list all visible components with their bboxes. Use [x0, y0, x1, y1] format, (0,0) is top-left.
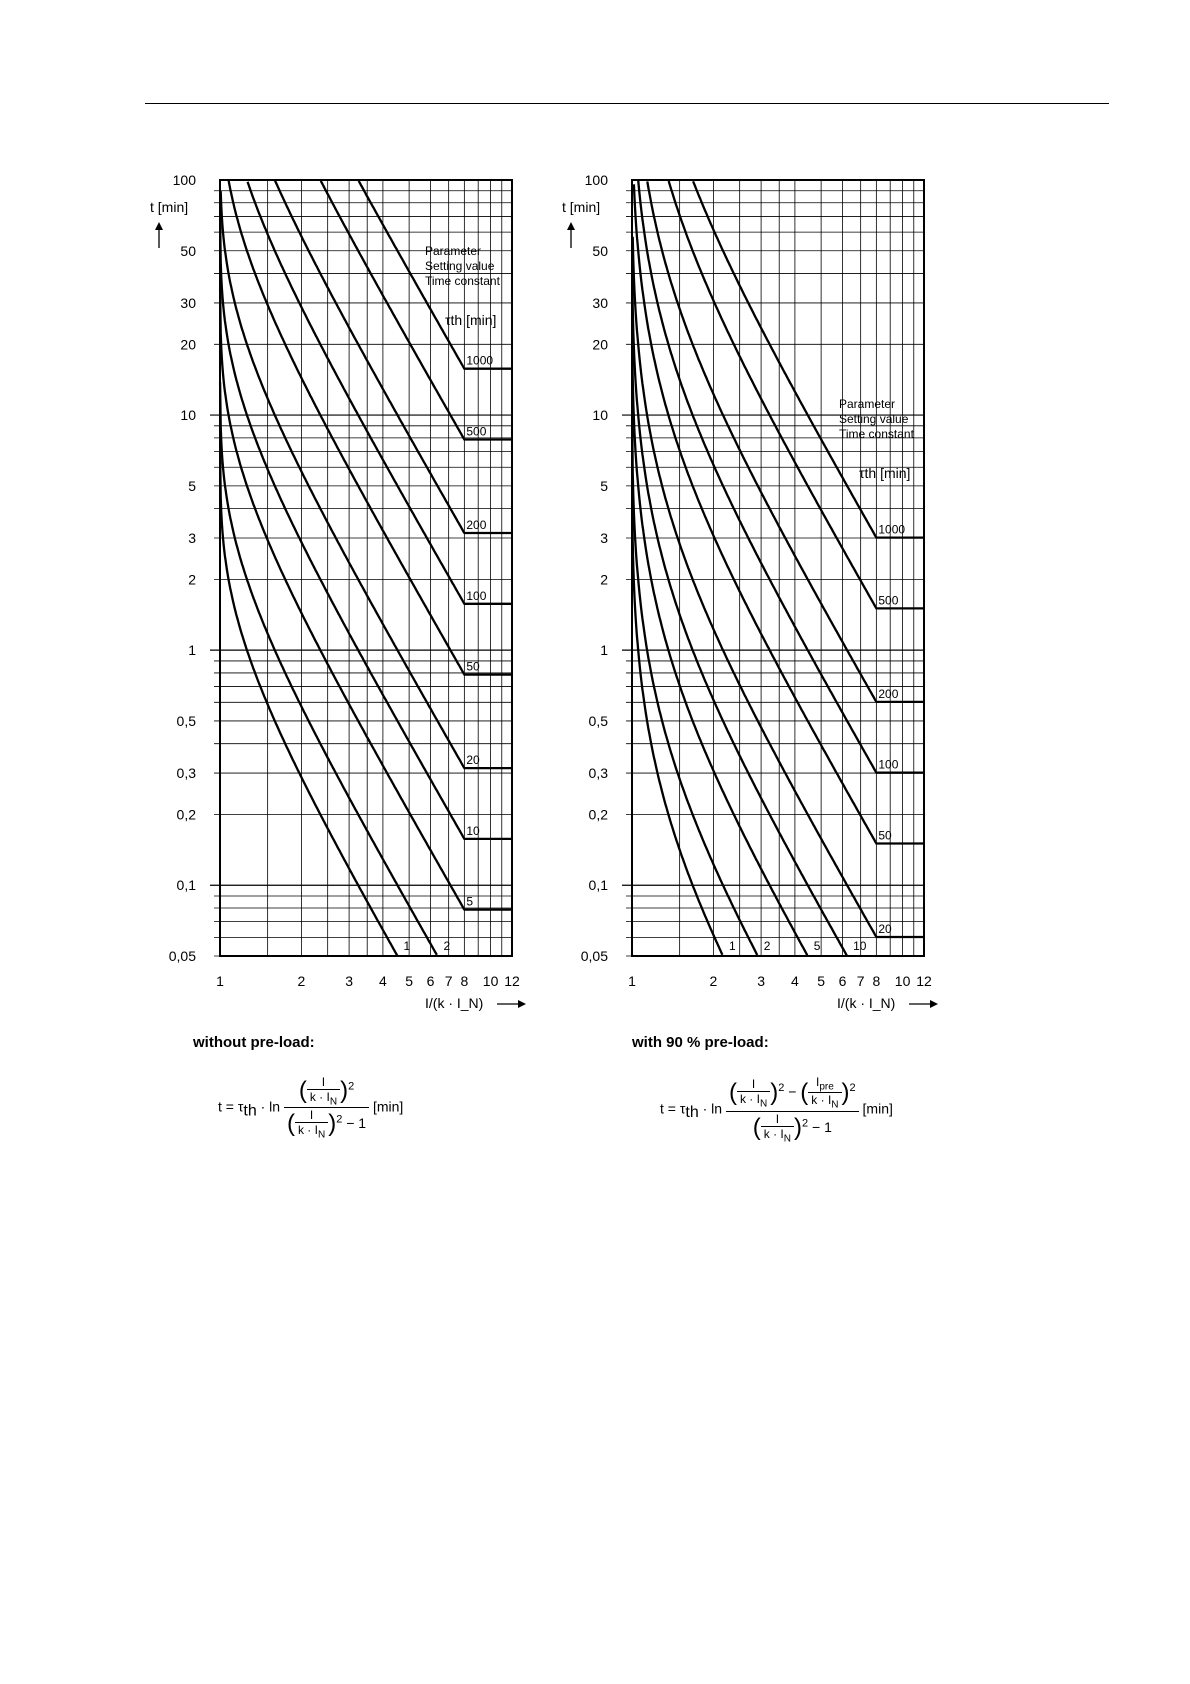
y-tick-label: 5 [188, 477, 196, 494]
y-tick-label: 30 [180, 294, 196, 311]
x-tick-label: 4 [791, 973, 799, 989]
y-tick-label: 20 [180, 336, 196, 353]
y-tick-label: 0,2 [176, 806, 196, 823]
curve-tau-1000 [693, 181, 924, 537]
curve-label-100: 100 [878, 757, 899, 772]
x-tick-label: 12 [916, 973, 932, 989]
y-tick-label: 50 [180, 242, 196, 259]
x-tick-label: 1 [628, 973, 636, 989]
curve-label-500: 500 [466, 424, 487, 439]
x-tick-label: 5 [817, 973, 826, 989]
curve-label-200: 200 [466, 518, 487, 533]
curve-label-50: 50 [878, 828, 892, 843]
x-axis-label: I/(k · I_N) [837, 995, 896, 1011]
y-tick-label: 0,3 [176, 765, 196, 782]
curve-label-1000: 1000 [466, 353, 494, 368]
x-tick-label: 6 [426, 973, 435, 989]
x-tick-label: 1 [216, 973, 224, 989]
x-tick-label: 3 [757, 973, 765, 989]
x-tick-label: 3 [345, 973, 353, 989]
legend-line: Time constant [425, 274, 500, 288]
curve-label-2: 2 [443, 939, 451, 953]
curve-label-5: 5 [813, 939, 821, 953]
y-tick-label: 50 [592, 242, 608, 259]
x-tick-label: 6 [838, 973, 847, 989]
curve-label-1: 1 [728, 939, 736, 953]
y-tick-label: 10 [592, 407, 608, 424]
y-tick-label: 0,05 [580, 948, 608, 964]
curve-label-200: 200 [878, 686, 899, 701]
y-tick-label: 5 [600, 477, 608, 494]
y-tick-label: 0,2 [588, 806, 608, 823]
curve-label-50: 50 [466, 659, 480, 674]
y-axis-label: t [min] [562, 199, 601, 215]
curve-label-1: 1 [403, 939, 411, 953]
curve-label-500: 500 [878, 593, 899, 608]
curve-tau-5 [632, 317, 807, 956]
legend-line: Setting value [425, 259, 495, 273]
y-tick-label: 3 [188, 529, 196, 546]
curve-label-10: 10 [853, 939, 867, 953]
caption-with-preload: with 90 % pre-load: [632, 1034, 769, 1051]
x-tick-label: 7 [444, 973, 453, 989]
y-tick-label: 0,5 [588, 712, 608, 729]
curve-label-100: 100 [466, 588, 487, 603]
curve-label-20: 20 [878, 922, 892, 937]
x-tick-label: 8 [872, 973, 881, 989]
curve-tau-200 [647, 181, 924, 702]
legend-line: Parameter [425, 244, 482, 258]
y-tick-label: 30 [592, 294, 608, 311]
y-tick-label: 3 [600, 529, 608, 546]
y-tick-label: 1 [188, 642, 196, 659]
x-tick-label: 5 [405, 973, 414, 989]
caption-without-preload: without pre-load: [193, 1034, 315, 1051]
x-axis-label: I/(k · I_N) [425, 995, 484, 1011]
x-tick-label: 7 [856, 973, 865, 989]
y-tick-label: 100 [584, 172, 608, 188]
legend-line: Setting value [839, 412, 909, 426]
x-tick-label: 4 [379, 973, 387, 989]
x-tick-label: 10 [894, 973, 911, 989]
x-tick-label: 10 [482, 973, 499, 989]
x-tick-label: 12 [504, 973, 520, 989]
x-tick-label: 2 [297, 973, 306, 989]
y-tick-label: 10 [180, 407, 196, 424]
y-tick-label: 2 [188, 571, 196, 588]
curve-label-20: 20 [466, 753, 480, 768]
y-tick-label: 0,1 [176, 877, 196, 894]
curve-label-10: 10 [466, 823, 480, 838]
formula-without-preload: $t = \tau_{th} \cdot \ln$ ( $\frac{I}{k \cdot I_N}$ )$^2$ ( $\frac{I}{k \cdot I_N}$ )$^2$ − 1 [min] [218, 1075, 404, 1141]
y-axis-label: t [min] [150, 199, 189, 215]
y-tick-label: 0,05 [168, 948, 196, 964]
y-tick-label: 2 [600, 571, 608, 588]
y-tick-label: 0,3 [588, 765, 608, 782]
curve-label-1000: 1000 [878, 522, 906, 537]
y-tick-label: 0,5 [176, 712, 196, 729]
x-tick-label: 8 [460, 973, 469, 989]
x-axis-arrowhead [930, 1000, 938, 1008]
legend-unit: τth [min] [859, 465, 911, 481]
legend-line: Time constant [839, 427, 914, 441]
y-tick-label: 1 [600, 642, 608, 659]
curve-label-5: 5 [466, 894, 474, 909]
y-tick-label: 20 [592, 336, 608, 353]
formula-with-preload: $t = \tau_{th} \cdot \ln$ ( $\frac{I}{k \cdot I_N}$ )$^2$ − ( $\frac{I_{pre}}{k \cdot I_N}$ )$^2$ ( $\frac{I}{k \cdot I_N}$ )$^2$ − 1 [min] [660, 1075, 893, 1145]
curve-label-2: 2 [763, 939, 771, 953]
y-tick-label: 0,1 [588, 877, 608, 894]
legend-line: Parameter [839, 397, 896, 411]
y-tick-label: 100 [172, 172, 196, 188]
x-tick-label: 2 [709, 973, 718, 989]
legend-unit: τth [min] [445, 312, 497, 328]
y-axis-arrowhead [567, 222, 575, 230]
